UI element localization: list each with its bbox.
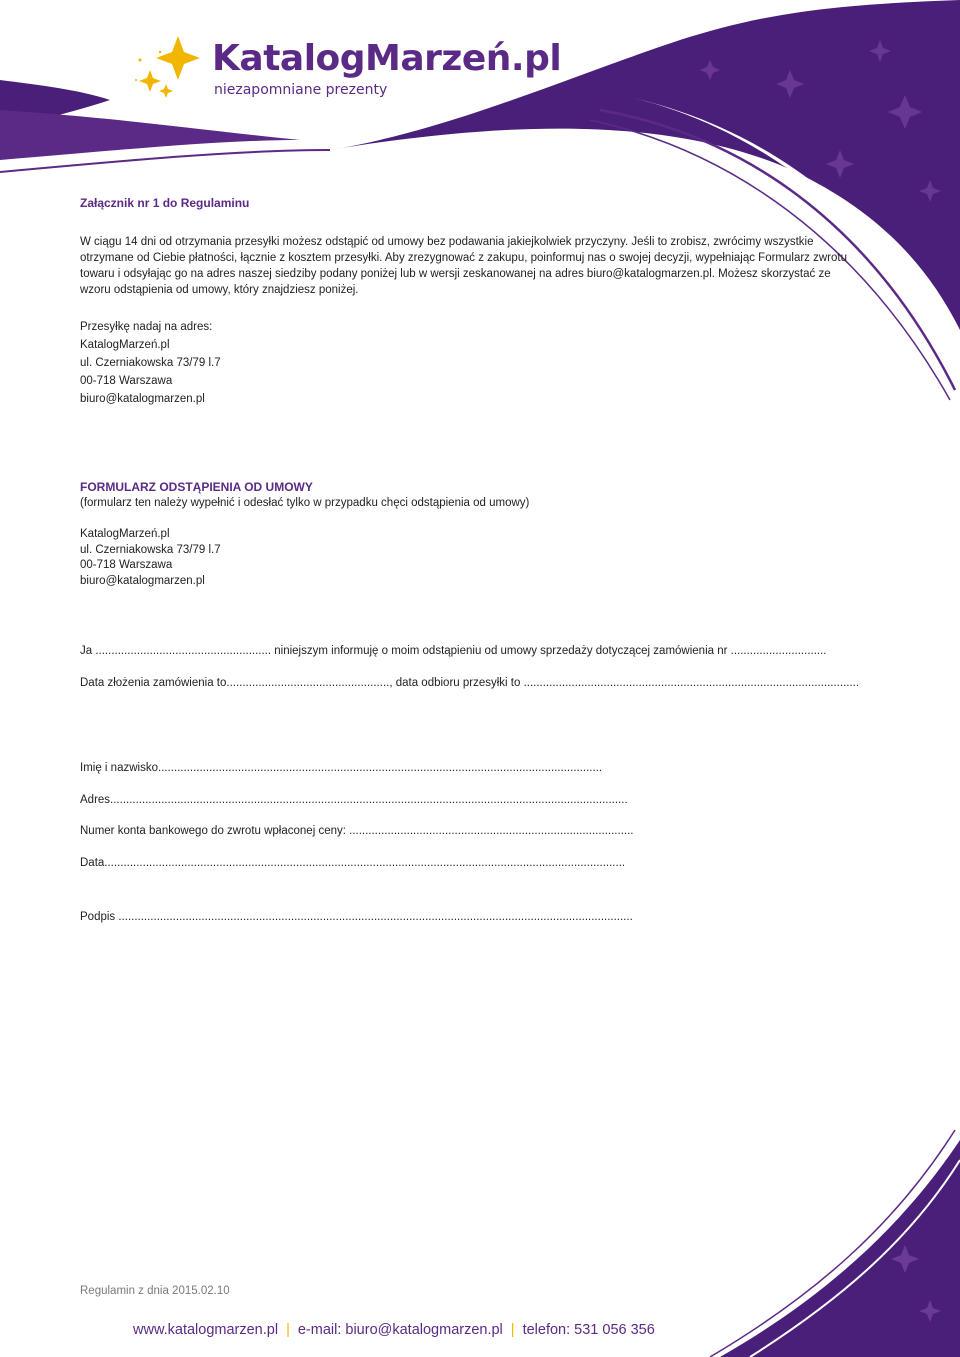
- bank-account-field[interactable]: Numer konta bankowego do zwrotu wpłaconej ceny: .........................................................................................: [80, 825, 634, 837]
- star-icon: [130, 30, 210, 110]
- date-field[interactable]: Data...................................................................................................................................................................: [80, 857, 626, 869]
- brand-logo: [130, 30, 562, 110]
- form-subtitle: (formularz ten należy wypełnić i odesłać tylko w przypadku chęci odstąpienia od umowy): [80, 497, 530, 509]
- footer-phone: telefon: 531 056 356: [522, 1322, 655, 1338]
- form-title: FORMULARZ ODSTĄPIENIA OD UMOWY: [80, 480, 313, 494]
- form-email: biuro@katalogmarzen.pl: [80, 575, 205, 587]
- form-street: ul. Czerniakowska 73/79 l.7: [80, 544, 221, 556]
- shipping-email: biuro@katalogmarzen.pl: [80, 393, 205, 405]
- address-field[interactable]: Adres..................................................................................................................................................................: [80, 794, 628, 806]
- withdrawal-statement-line[interactable]: Ja ....................................................... niniejszym informuję o moim odstąpieniu od umowy sprzedaży dotyczącej zamówienia nr ..............................: [80, 645, 827, 657]
- signature-field[interactable]: Podpis .................................................................................................................................................................: [80, 911, 633, 923]
- footer-website-link[interactable]: www.katalogmarzen.pl: [133, 1322, 279, 1338]
- attachment-heading: Załącznik nr 1 do Regulaminu: [80, 196, 250, 210]
- footer-separator: |: [286, 1322, 290, 1338]
- footer-separator: |: [510, 1322, 515, 1338]
- shipping-city: 00-718 Warszawa: [80, 375, 173, 387]
- order-dates-line[interactable]: Data złożenia zamówienia to..................................................., data odbioru przesyłki to .........................................................................................................: [80, 677, 860, 689]
- shipping-label: Przesyłkę nadaj na adres:: [80, 321, 213, 333]
- full-name-field[interactable]: Imię i nazwisko...........................................................................................................................................: [80, 762, 603, 774]
- regulation-date-note: Regulamin z dnia 2015.02.10: [80, 1285, 230, 1297]
- form-city: 00-718 Warszawa: [80, 559, 173, 571]
- shipping-street: ul. Czerniakowska 73/79 l.7: [80, 357, 221, 369]
- footer-email-link[interactable]: e-mail: biuro@katalogmarzen.pl: [297, 1322, 503, 1338]
- form-company: KatalogMarzeń.pl: [80, 528, 170, 540]
- logo-tagline: niezapomniane prezenty: [214, 82, 388, 98]
- page-footer: [133, 1322, 655, 1338]
- intro-paragraph: W ciągu 14 dni od otrzymania przesyłki możesz odstąpić od umowy bez podawania jakiejkolwiek przyczyny. Jeśli to zrobisz, zwrócimy wszystkie otrzymane od Ciebie płatności, łącznie z kosztem przesyłki. Aby zrezygnować z zakupu, poinformuj nas o swojej decyzji, wypełniając Formularz zwrotu towaru i odsyłając go na adres naszej siedziby podany poniżej lub w wersji zeskanowanej na adres biuro@katalogmarzen.pl. Możesz skorzystać ze wzoru odstąpienia od umowy, który znajdziesz poniżej.: [80, 236, 847, 296]
- shipping-company: KatalogMarzeń.pl: [80, 339, 170, 351]
- logo-title: KatalogMarzeń.pl: [212, 38, 562, 79]
